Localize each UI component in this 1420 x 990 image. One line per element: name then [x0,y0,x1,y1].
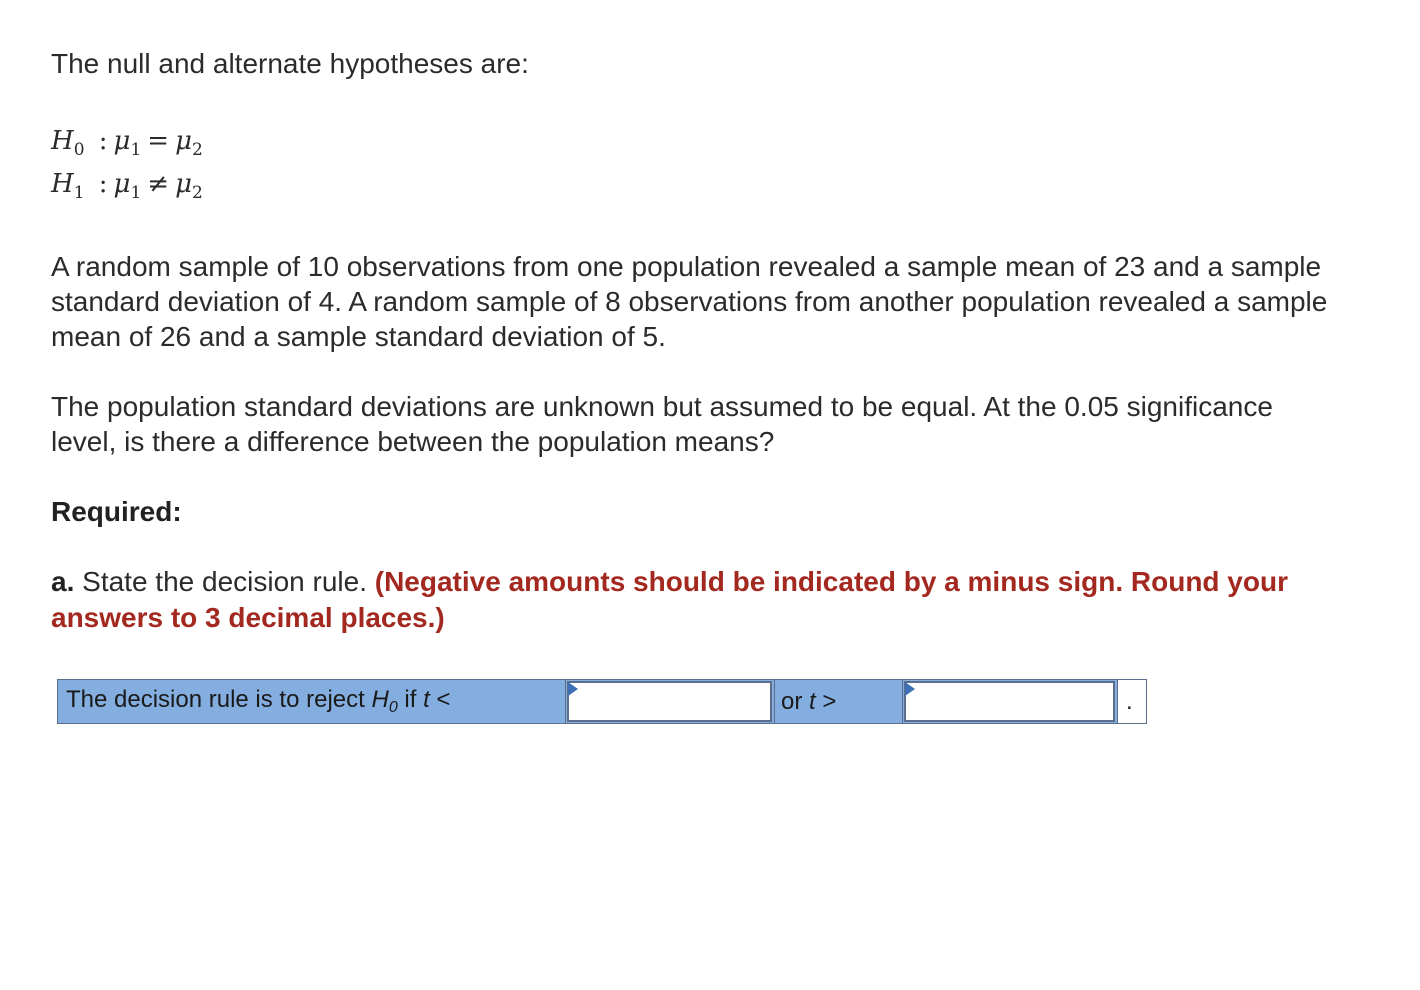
h0-colon: : [98,126,108,156]
alternate-hypothesis [51,164,1341,207]
question-text: State the decision rule. [74,566,375,597]
input-marker-icon [905,682,915,696]
decision-rule-row [57,679,1147,724]
decision-rule-label [58,680,566,723]
upper-critical-value-input[interactable] [904,681,1115,722]
lower-critical-cell [566,680,775,723]
h1-mu1-subscript: 1 [130,183,142,203]
sample-description: A random sample of 10 observations from one population revealed a sample mean of 23 and a sample standard deviation of 4. A random sample of 8 observations from another population revealed a sample mean of 26 and a sample standard deviation of 5. [51,251,1328,352]
rule-period: . [1118,680,1146,723]
rule-h-subscript: 0 [388,699,398,716]
rule-if: if [397,686,424,713]
lower-critical-value-input[interactable] [567,681,772,722]
rule-t2: t [809,688,816,715]
h1-mu2-subscript: 2 [191,183,203,203]
rule-h-symbol: H [371,686,389,713]
hypotheses [51,121,1341,207]
assumption-text: The population standard deviations are unknown but assumed to be equal. At the 0.05 significance level, is there a difference between the population means? [51,391,1273,457]
rule-t1: t [423,686,430,713]
question-instruction: (Negative amounts should be indicated by a minus sign. Round your answers to 3 decimal places.) [51,566,1288,633]
question-content [51,46,1341,636]
required-heading: Required: [51,496,182,527]
intro-text: The null and alternate hypotheses are: [51,48,529,79]
h1-subscript: 1 [73,183,85,203]
question-letter: a. [51,566,75,597]
h0-subscript: 0 [73,140,85,160]
h1-symbol: H [51,169,74,199]
rule-greater-than: > [815,688,837,715]
rule-or: or [781,688,810,715]
h1-mu1: μ [113,169,131,199]
h1-mu2: μ [175,169,192,199]
h0-operator: = [147,126,170,156]
upper-critical-cell [903,680,1118,723]
h1-colon: : [98,169,108,199]
h0-mu2: μ [175,126,192,156]
input-marker-icon [568,682,578,696]
null-hypothesis [51,121,1341,164]
h0-mu1-subscript: 1 [130,140,142,160]
h0-mu2-subscript: 2 [191,140,203,160]
question-a [51,564,1341,636]
or-label [775,680,903,723]
rule-less-than: < [429,686,451,713]
rule-prefix: The decision rule is to reject [66,686,372,713]
h0-symbol: H [51,126,74,156]
h0-mu1: μ [113,126,131,156]
h1-operator: ≠ [147,169,170,199]
